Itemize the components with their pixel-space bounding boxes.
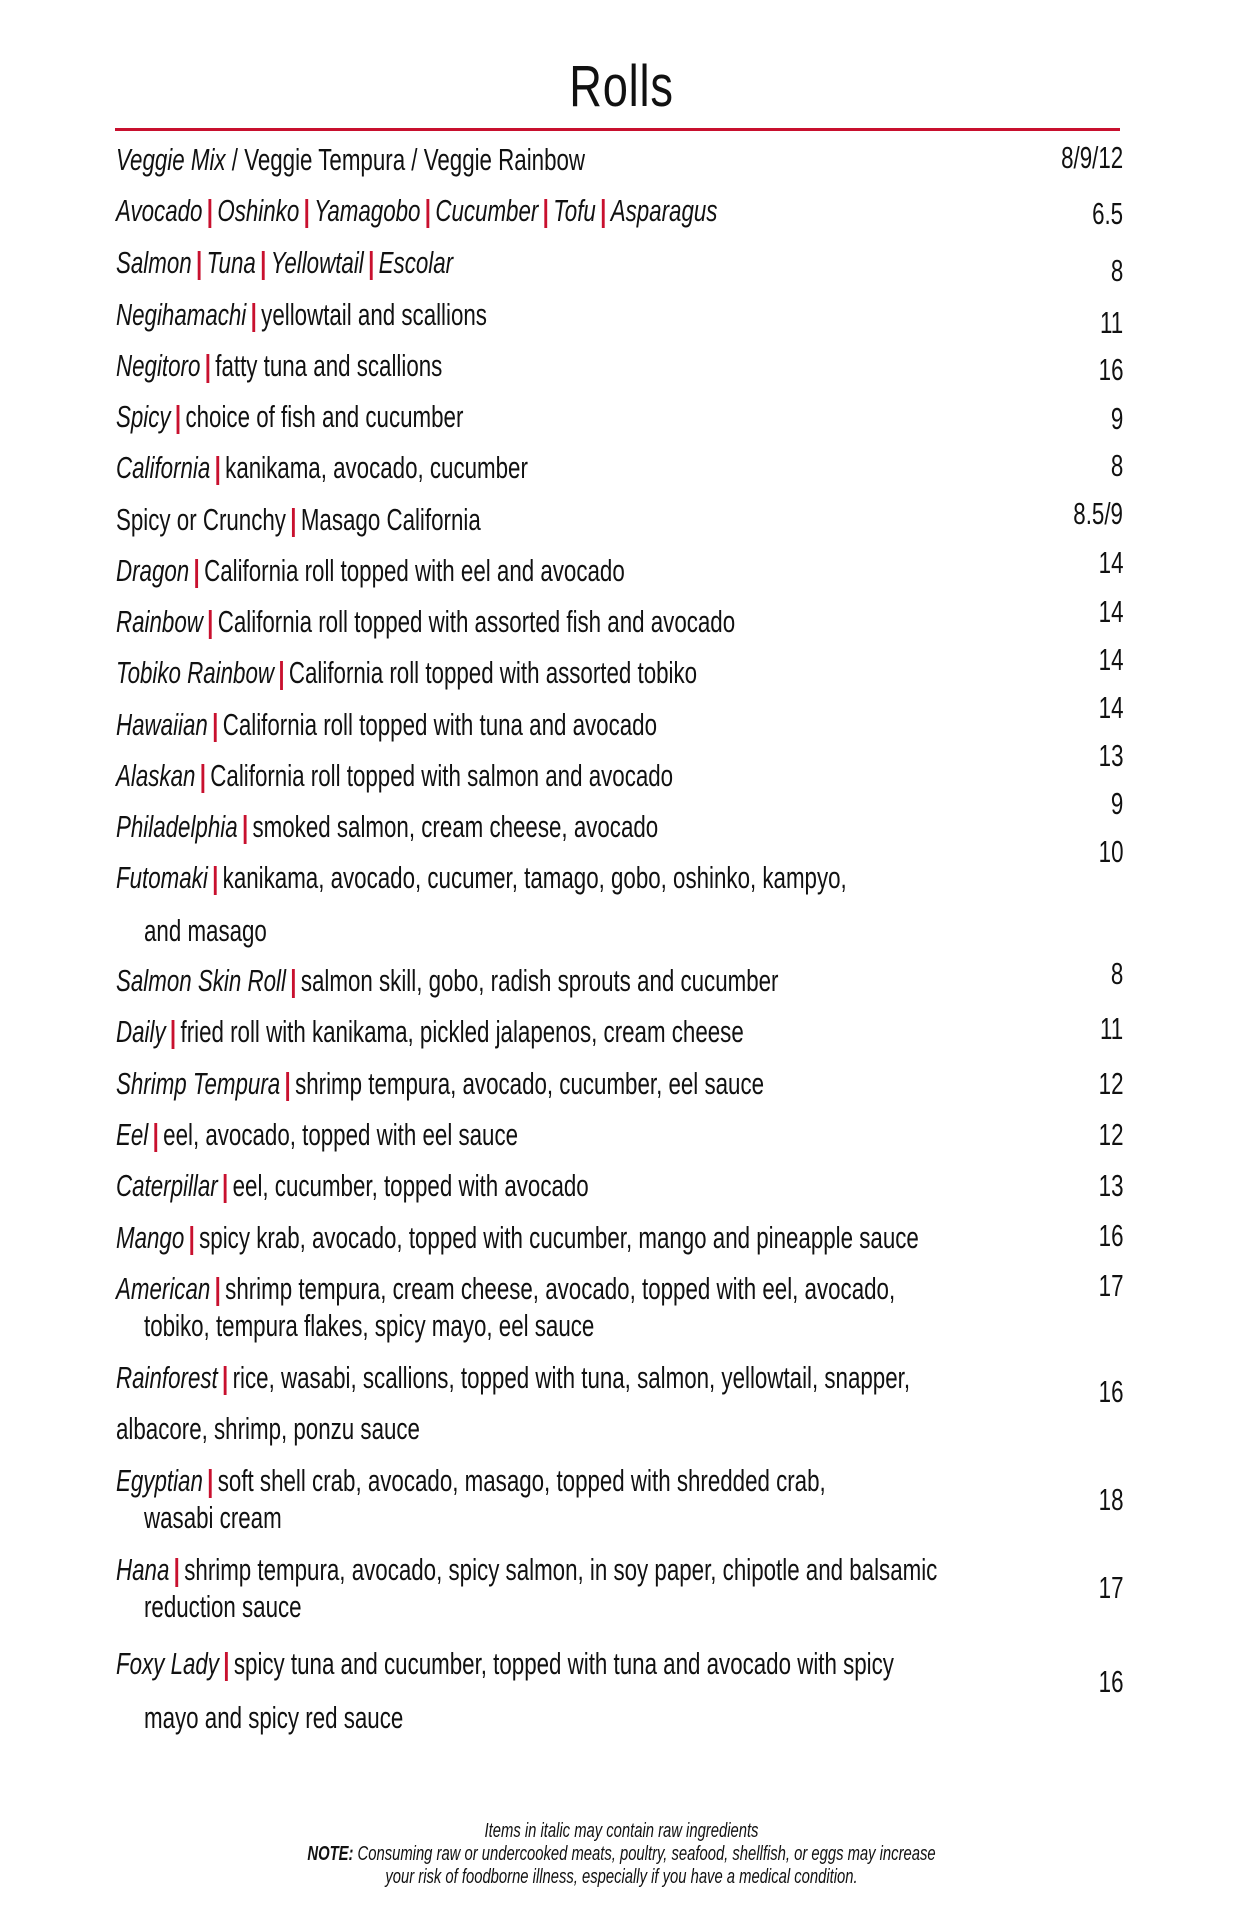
item-price: 16 (1098, 1218, 1123, 1253)
item-name: Salmon | Tuna | Yellowtail | Escolar (116, 245, 454, 280)
separator-bar: | (600, 193, 607, 228)
item-name: American (116, 1271, 211, 1306)
item-price: 8 (1110, 253, 1123, 288)
footer-disclaimer (0, 1820, 1243, 1889)
separator-bar: | (222, 1168, 229, 1203)
item-name: Spicy (116, 399, 171, 434)
footer-line-2 (162, 1843, 1082, 1866)
item-name: Veggie Mix (116, 142, 226, 177)
item-name: Daily (116, 1014, 166, 1049)
item-name: Mango (116, 1220, 185, 1255)
item-description: / Veggie Tempura / Veggie Rainbow (231, 142, 586, 177)
item-description: California roll topped with assorted tobiko (288, 655, 698, 690)
item-price: 9 (1110, 786, 1123, 821)
item-name: Philadelphia (116, 809, 238, 844)
item-description: smoked salmon, cream cheese, avocado (252, 809, 659, 844)
item-description: soft shell crab, avocado, masago, topped with shredded crab, (217, 1463, 826, 1498)
item-name: Hana (116, 1552, 170, 1587)
item-description: choice of fish and cucumber (185, 399, 464, 434)
separator-bar: | (223, 1646, 230, 1681)
item-name: Tobiko Rainbow (116, 655, 274, 690)
separator-bar: | (212, 860, 219, 895)
item-description: kanikama, avocado, cucumer, tamago, gobo, oshinko, kampyo, (222, 860, 847, 895)
item-description: shrimp tempura, avocado, spicy salmon, in soy paper, chipotle and balsamic (184, 1552, 938, 1587)
item-description: California roll topped with tuna and avocado (222, 707, 657, 742)
item-price: 13 (1098, 1168, 1123, 1203)
separator-bar: | (222, 1360, 229, 1395)
item-name: Alaskan (116, 758, 196, 793)
item-description: rice, wasabi, scallions, topped with tuna, salmon, yellowtail, snapper, (232, 1360, 911, 1395)
item-description: salmon skill, gobo, radish sprouts and cucumber (300, 963, 779, 998)
item-description-cont: mayo and spicy red sauce (144, 1700, 404, 1735)
separator-bar: | (290, 502, 297, 537)
item-price: 14 (1098, 545, 1123, 580)
separator-bar: | (207, 604, 214, 639)
item-price: 8 (1110, 956, 1123, 991)
item-price: 11 (1099, 305, 1123, 340)
item-price: 14 (1098, 594, 1123, 629)
item-price: 17 (1098, 1268, 1123, 1303)
separator-bar: | (214, 450, 221, 485)
item-price: 12 (1098, 1117, 1123, 1152)
item-price: 8.5/9 (1073, 496, 1123, 531)
item-description: California roll topped with salmon and avocado (210, 758, 674, 793)
separator-bar: | (206, 193, 214, 228)
separator-bar: | (303, 193, 310, 228)
separator-bar: | (260, 245, 267, 280)
item-price: 18 (1098, 1482, 1123, 1517)
item-price: 8/9/12 (1060, 140, 1123, 175)
item-price: 14 (1098, 642, 1123, 677)
item-description: spicy tuna and cucumber, topped with tuna and avocado with spicy (233, 1646, 894, 1681)
item-name: Negitoro (116, 348, 201, 383)
item-description-cont: tobiko, tempura flakes, spicy mayo, eel sauce (144, 1308, 595, 1343)
item-price: 8 (1110, 448, 1123, 483)
separator-bar: | (193, 553, 200, 588)
item-description: fried roll with kanikama, pickled jalapenos, cream cheese (180, 1014, 744, 1049)
item-name: Negihamachi (116, 297, 247, 332)
separator-bar: | (290, 963, 297, 998)
separator-bar: | (169, 1014, 177, 1049)
item-description: California roll topped with eel and avocado (204, 553, 625, 588)
separator-bar: | (278, 655, 285, 690)
item-name: Dragon (116, 553, 190, 588)
item-description: shrimp tempura, avocado, cucumber, eel sauce (295, 1066, 765, 1101)
item-price: 16 (1098, 352, 1123, 387)
separator-bar: | (424, 193, 432, 228)
item-price: 6.5 (1091, 196, 1123, 231)
item-name: Eel (116, 1117, 149, 1152)
footer-line-3: your risk of foodborne illness, especially if you have a medical condition. (385, 1866, 858, 1888)
page-title: Rolls (569, 54, 674, 119)
separator-bar: | (204, 348, 211, 383)
item-price: 16 (1098, 1664, 1123, 1699)
item-description: fatty tuna and scallions (215, 348, 443, 383)
separator-bar: | (195, 245, 203, 280)
item-name: Futomaki (116, 860, 208, 895)
item-name: Egyptian (116, 1463, 203, 1498)
separator-bar: | (368, 245, 375, 280)
item-name: Salmon Skin Roll (116, 963, 286, 998)
item-price: 11 (1099, 1011, 1123, 1046)
separator-bar: | (174, 399, 182, 434)
item-name: Hawaiian (116, 707, 208, 742)
separator-bar: | (284, 1066, 291, 1101)
item-description: California roll topped with assorted fish and avocado (217, 604, 736, 639)
item-name: Foxy Lady (116, 1646, 219, 1681)
footer-line-1: Items in italic may contain raw ingredients (484, 1820, 759, 1842)
item-price: 13 (1098, 738, 1123, 773)
item-name: Caterpillar (116, 1168, 218, 1203)
item-price: 16 (1098, 1374, 1123, 1409)
item-price: 9 (1110, 401, 1123, 436)
note-label: NOTE: (307, 1843, 354, 1865)
item-price: 17 (1098, 1570, 1123, 1605)
item-description: yellowtail and scallions (261, 297, 487, 332)
separator-bar: | (250, 297, 257, 332)
item-name: California (116, 450, 211, 485)
separator-bar: | (199, 758, 206, 793)
item-name: Rainbow (116, 604, 203, 639)
item-name: Spicy or Crunchy (116, 502, 286, 537)
separator-bar: | (542, 193, 549, 228)
item-description: spicy krab, avocado, topped with cucumber, mango and pineapple sauce (199, 1220, 919, 1255)
item-description-cont: albacore, shrimp, ponzu sauce (116, 1411, 420, 1446)
item-description-cont: and masago (144, 913, 267, 948)
separator-bar: | (173, 1552, 180, 1587)
item-description: kanikama, avocado, cucumber (225, 450, 528, 485)
item-name: Shrimp Tempura (116, 1066, 281, 1101)
item-price: 12 (1098, 1066, 1123, 1101)
item-name: Avocado | Oshinko | Yamagobo | Cucumber | Tofu | Asparagus (116, 193, 718, 228)
item-description: shrimp tempura, cream cheese, avocado, topped with eel, avocado, (225, 1271, 896, 1306)
separator-bar: | (212, 707, 219, 742)
separator-bar: | (241, 809, 249, 844)
item-description: Masago California (300, 502, 481, 537)
item-price: 14 (1098, 690, 1123, 725)
item-price: 10 (1098, 834, 1123, 869)
item-description-cont: wasabi cream (144, 1500, 282, 1535)
separator-bar: | (207, 1463, 214, 1498)
separator-bar: | (152, 1117, 159, 1152)
item-description-cont: reduction sauce (144, 1589, 302, 1624)
note-text: Consuming raw or undercooked meats, poultry, seafood, shellfish, or eggs may increase (357, 1843, 936, 1865)
separator-bar: | (188, 1220, 195, 1255)
separator-bar: | (214, 1271, 221, 1306)
item-description: eel, avocado, topped with eel sauce (163, 1117, 519, 1152)
item-description: eel, cucumber, topped with avocado (232, 1168, 589, 1203)
item-name: Rainforest (116, 1360, 218, 1395)
